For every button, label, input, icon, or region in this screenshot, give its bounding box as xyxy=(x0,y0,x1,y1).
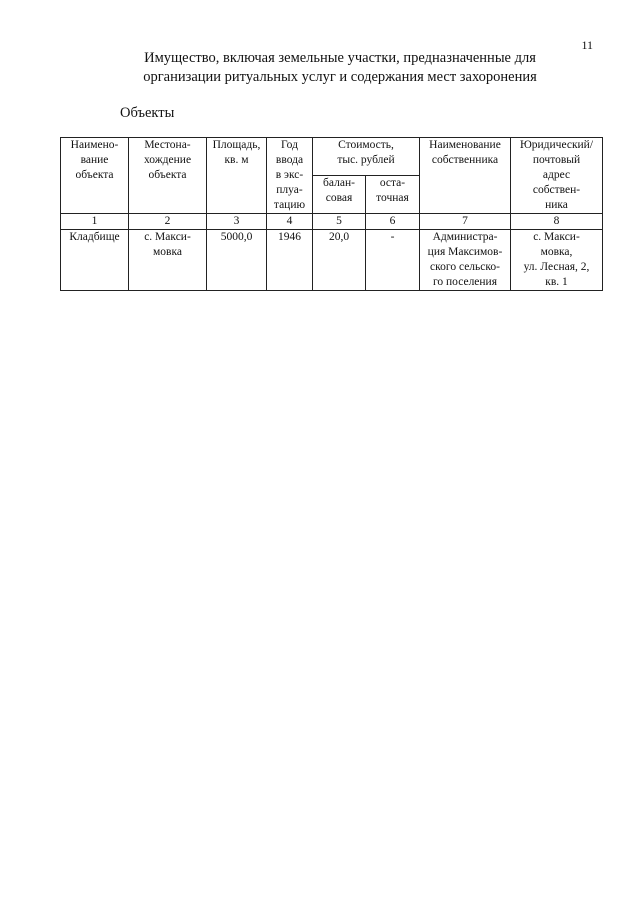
column-number-row xyxy=(61,214,603,230)
page-number: 11 xyxy=(581,38,593,52)
column-number: 2 xyxy=(129,214,207,230)
cell-cost-residual: - xyxy=(366,230,420,291)
header-location: Местона- хождение объекта xyxy=(129,138,207,214)
cell-area: 5000,0 xyxy=(207,230,267,291)
cell-cost-balance: 20,0 xyxy=(313,230,366,291)
header-year: Год ввода в экс- плуа- тацию xyxy=(267,138,313,214)
column-number: 7 xyxy=(420,214,511,230)
header-owner-address: Юридический/ почтовый адрес собствен- ника xyxy=(511,138,603,214)
header-area: Площадь, кв. м xyxy=(207,138,267,214)
column-number: 6 xyxy=(366,214,420,230)
section-title: Объекты xyxy=(120,105,175,121)
objects-table xyxy=(60,137,603,291)
heading-line-1: Имущество, включая земельные участки, предназначенные для xyxy=(144,50,536,66)
header-cost-residual: оста- точная xyxy=(366,176,420,214)
column-number: 3 xyxy=(207,214,267,230)
cell-location: с. Макси- мовка xyxy=(129,230,207,291)
cell-owner: Администра- ция Максимов- ского сельско- го поселения xyxy=(420,230,511,291)
cell-year: 1946 xyxy=(267,230,313,291)
header-owner: Наименование собственника xyxy=(420,138,511,214)
cell-owner-address: с. Макси- мовка, ул. Лесная, 2, кв. 1 xyxy=(511,230,603,291)
column-number: 5 xyxy=(313,214,366,230)
column-number: 4 xyxy=(267,214,313,230)
header-object-name: Наимено- вание объекта xyxy=(61,138,129,214)
document-heading xyxy=(100,49,580,87)
header-cost: Стоимость, тыс. рублей xyxy=(313,138,420,176)
table-header-row xyxy=(61,138,603,176)
heading-line-2: организации ритуальных услуг и содержания мест захоронения xyxy=(143,69,537,85)
column-number: 8 xyxy=(511,214,603,230)
column-number: 1 xyxy=(61,214,129,230)
cell-object-name: Кладбище xyxy=(61,230,129,291)
table-row xyxy=(61,230,603,291)
header-cost-balance: балан- совая xyxy=(313,176,366,214)
